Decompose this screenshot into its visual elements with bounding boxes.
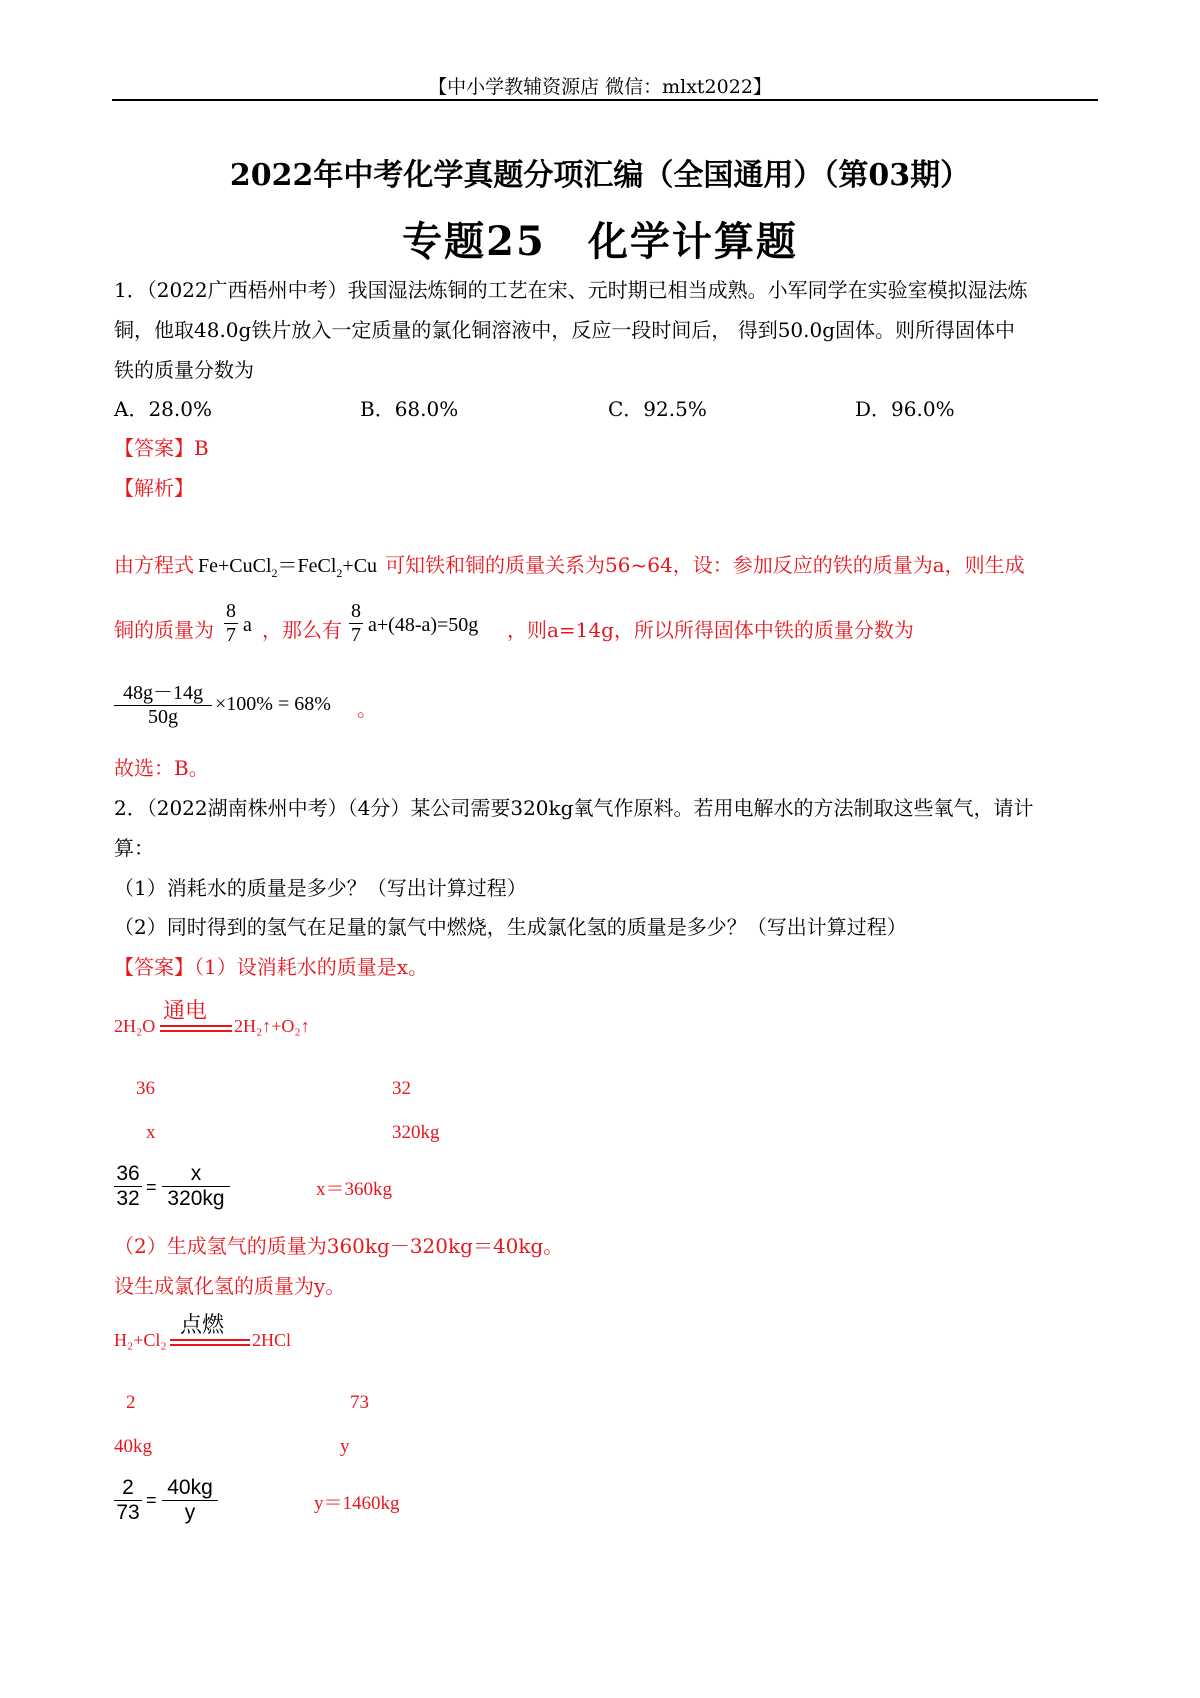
condition-electrolysis: 通电 — [163, 998, 208, 1023]
q1-explanation-text2: ，那么有 — [262, 618, 342, 642]
q2-sub1: （1）消耗水的质量是多少？（写出计算过程） — [114, 876, 527, 900]
ratio2-right: 40kg y — [162, 1476, 218, 1525]
eq2-arrow — [170, 1339, 250, 1346]
variable-a: a — [243, 614, 252, 636]
result-x: x＝360kg — [316, 1179, 393, 1200]
eq1-right: 2H₂↑+O₂↑ — [234, 1016, 310, 1036]
period: 。 — [357, 697, 377, 721]
eq2-left: H₂+Cl₂ — [114, 1330, 167, 1350]
q1-analysis-label: 【解析】 — [114, 476, 194, 500]
q1-line1: 1．（2022广西梧州中考）我国湿法炼铜的工艺在宋、元时期已相当成熟。小军同学在实验室模拟湿法炼 — [114, 278, 1028, 302]
topic-title: 专题25 化学计算题 — [402, 218, 798, 265]
q1-answer: 【答案】B — [114, 436, 209, 460]
expression: a+(48-a)=50g — [368, 614, 479, 636]
mass-36: 36 — [136, 1078, 155, 1099]
result-y: y＝1460kg — [314, 1493, 400, 1514]
header-divider — [112, 99, 1098, 101]
q1-explanation-text3: ，则a=14g，所以所得固体中铁的质量分数为 — [507, 618, 914, 642]
document-title: 2022年中考化学真题分项汇编（全国通用）（第03期） — [229, 158, 971, 193]
ratio2-equals: = — [146, 1490, 157, 1510]
var-40kg: 40kg — [114, 1436, 152, 1457]
q1-choose: 故选：B。 — [114, 756, 209, 780]
var-320kg: 320kg — [392, 1122, 440, 1143]
q1-line2: 铜，他取48.0g铁片放入一定质量的氯化铜溶液中，反应一段时间后， 得到50.0g固体。则所得固体中 — [114, 318, 1016, 342]
var-y: y — [340, 1436, 350, 1457]
q2-answer3: 设生成氯化氢的质量为y。 — [114, 1274, 346, 1298]
percent-fraction: 48g－14g 50g — [114, 676, 212, 729]
condition-ignition: 点燃 — [180, 1312, 225, 1337]
mass-2: 2 — [126, 1392, 136, 1413]
option-b: B．68.0% — [360, 397, 459, 421]
q2-answer2: （2）生成氢气的质量为360kg－320kg＝40kg。 — [114, 1234, 564, 1258]
ratio1-right: x 320kg — [162, 1162, 230, 1211]
chemical-equation: Fe+CuCl$_2$＝FeCl$_2$+Cu — [198, 555, 378, 580]
q2-line2: 算： — [114, 836, 154, 860]
q1-explanation-line1: 由方程式 Fe+CuCl$_2$＝FeCl$_2$+Cu 可知铁和铜的质量关系为56~64，设：参加反应的铁的质量为a，则生成 — [114, 553, 1025, 580]
option-a: A．28.0% — [114, 397, 212, 421]
fraction-8-7: 8 7 — [226, 600, 236, 646]
q2-line1: 2．（2022湖南株州中考）（4分）某公司需要320kg氧气作原料。若用电解水的方法制取这些氧气，请计 — [114, 796, 1034, 820]
q1-line3: 铁的质量分数为 — [114, 358, 254, 382]
mass-32: 32 — [392, 1078, 411, 1099]
option-c: C．92.5% — [608, 397, 707, 421]
eq1-arrow — [160, 1025, 232, 1032]
fraction-8-7-b: 8 7 — [351, 600, 361, 646]
q2-answer: 【答案】（1）设消耗水的质量是x。 — [114, 955, 429, 979]
q1-explanation-text: 铜的质量为 — [114, 618, 214, 642]
q2-sub2: （2）同时得到的氢气在足量的氯气中燃烧，生成氯化氢的质量是多少？（写出计算过程） — [114, 915, 907, 939]
ratio2-left: 2 73 — [114, 1476, 142, 1525]
eq1-left: 2H₂O — [114, 1016, 156, 1036]
option-d: D．96.0% — [855, 397, 955, 421]
ratio1-equals: = — [146, 1177, 157, 1197]
eq2-right: 2HCl — [252, 1330, 292, 1350]
var-x: x — [146, 1122, 156, 1143]
percent-result: ×100% = 68% — [215, 693, 331, 715]
ratio1-left: 36 32 — [114, 1162, 142, 1211]
page-header: 【中小学教辅资源店 微信：mlxt2022】 — [428, 76, 772, 98]
mass-73: 73 — [350, 1392, 369, 1413]
